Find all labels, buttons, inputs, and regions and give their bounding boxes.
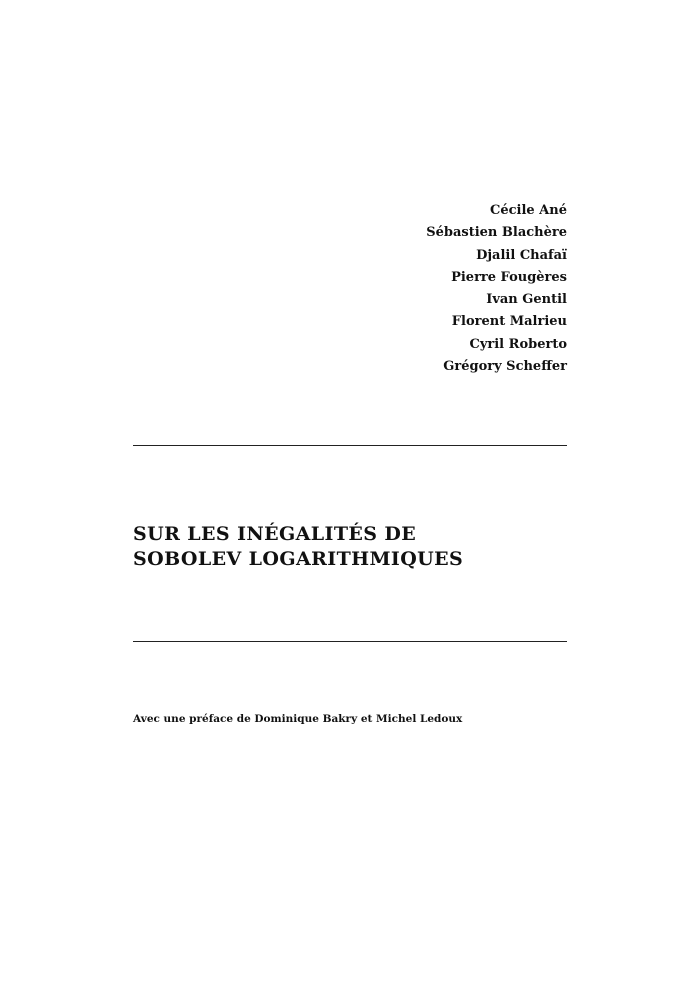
top-divider	[133, 445, 567, 446]
author-list	[267, 200, 567, 378]
author-name: Cyril Roberto	[469, 336, 567, 352]
author-name: Florent Malrieu	[451, 314, 567, 330]
book-title	[133, 522, 573, 572]
title-line-2: SOBOLEV LOGARITHMIQUES	[133, 548, 464, 570]
author-name: Grégory Scheffer	[443, 359, 567, 375]
bottom-divider	[133, 641, 567, 642]
author-name: Sébastien Blachère	[426, 225, 567, 241]
author-name: Ivan Gentil	[486, 292, 567, 308]
preface-credit: Avec une préface de Dominique Bakry et Michel Ledoux	[133, 713, 463, 725]
title-line-1: SUR LES INÉGALITÉS DE	[133, 523, 417, 545]
author-name: Djalil Chafaï	[476, 247, 567, 263]
author-name: Pierre Fougères	[451, 269, 567, 285]
author-name: Cécile Ané	[489, 203, 567, 218]
